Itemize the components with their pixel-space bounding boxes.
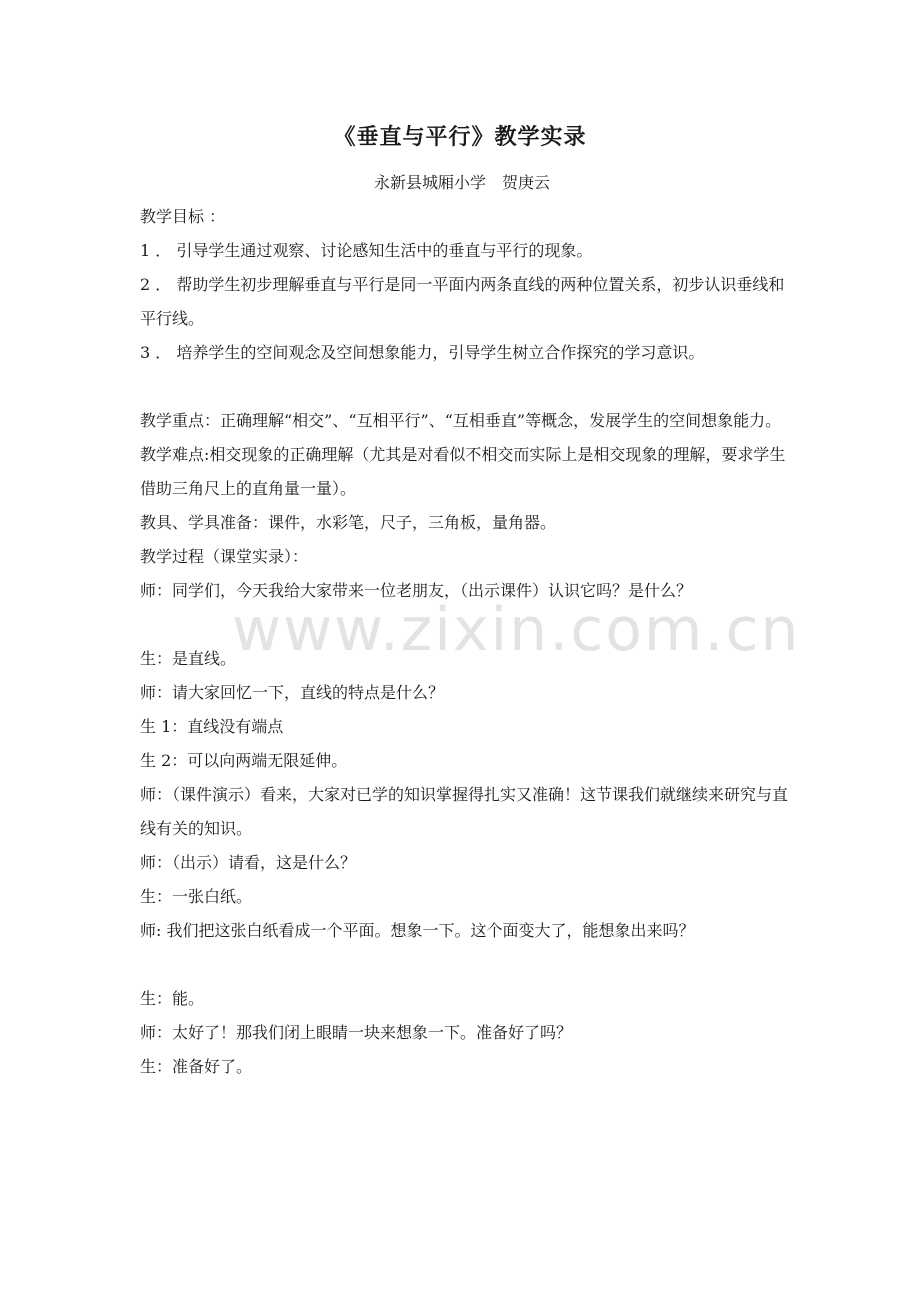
dialogue-line: 师：请大家回忆一下，直线的特点是什么？ [140, 683, 445, 702]
dialogue-line: 师：（出示）请看，这是什么？ [140, 853, 357, 872]
dialogue-line: 师：太好了！那我们闭上眼睛一块来想象一下。准备好了吗？ [140, 1023, 573, 1042]
document-title: 《垂直与平行》教学实录 [333, 124, 587, 150]
blank-line [140, 948, 790, 982]
blank-line [140, 370, 790, 404]
dialogue-line: 生：是直线。 [140, 649, 237, 668]
paragraph-objective-2: 2 ． 帮助学生初步理解垂直与平行是同一平面内两条直线的两种位置关系，初步认识垂线和平行线。 [140, 275, 785, 328]
paragraph-objectives-heading: 教学目标 ： [140, 207, 226, 226]
dialogue-line: 生：一张白纸。 [140, 887, 253, 906]
paragraph-materials: 教具、学具准备：课件，水彩笔，尺子，三角板，量角器。 [140, 513, 557, 532]
paragraph-process-heading: 教学过程（课堂实录）： [140, 547, 309, 566]
dialogue-line: 生 1：直线没有端点 [140, 717, 284, 736]
watermark: www.zixin.com.cn [232, 595, 801, 665]
dialogue-line: 生：能。 [140, 989, 205, 1008]
dialogue-line: 生 2：可以向两端无限延伸。 [140, 751, 348, 770]
blank-line [140, 608, 790, 642]
document-body [140, 200, 790, 1084]
paragraph-key-points: 教学重点：正确理解“相交”、“互相平行”、“互相垂直”等概念，发展学生的空间想象能力。 [140, 411, 782, 430]
dialogue-line: 生：准备好了。 [140, 1057, 253, 1076]
dialogue-line: 师：（课件演示）看来，大家对已学的知识掌握得扎实又准确！这节课我们就继续来研究与直线有关的知识。 [140, 785, 789, 838]
dialogue-line: 师: 我们把这张白纸看成一个平面。想象一下。这个面变大了，能想象出来吗？ [140, 921, 695, 940]
paragraph-difficult-points: 教学难点:相交现象的正确理解（尤其是对看似不相交而实际上是相交现象的理解，要求学生借助三角尺上的直角量一量）。 [140, 445, 786, 498]
paragraph-objective-3: 3 ． 培养学生的空间观念及空间想象能力，引导学生树立合作探究的学习意识。 [140, 343, 705, 362]
document-author: 永新县城厢小学 贺庚云 [373, 173, 550, 192]
dialogue-line: 师：同学们，今天我给大家带来一位老朋友，（出示课件）认识它吗？是什么？ [140, 581, 693, 600]
paragraph-objective-1: 1 ． 引导学生通过观察、讨论感知生活中的垂直与平行的现象。 [140, 241, 593, 260]
